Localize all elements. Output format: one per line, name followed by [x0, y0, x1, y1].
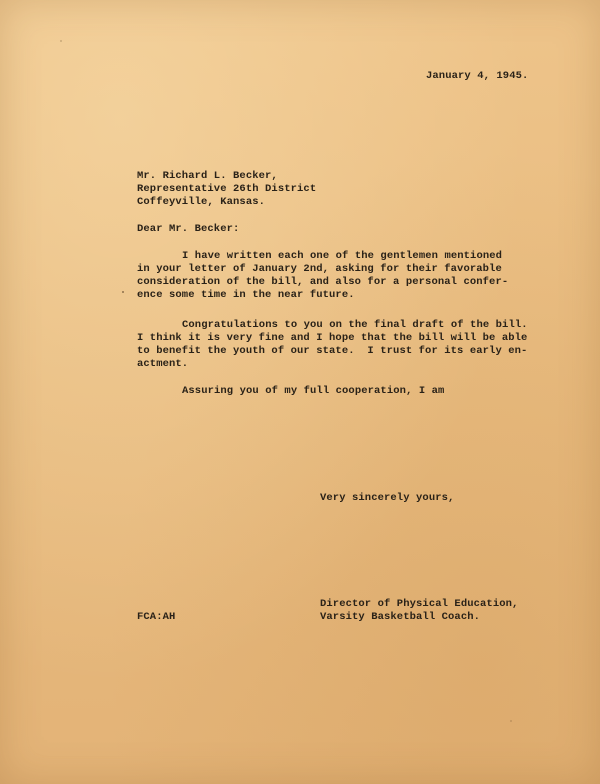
ink-speck [122, 291, 124, 293]
recipient-title: Representative 26th District [137, 183, 317, 195]
paragraph-1-line-4: ence some time in the near future. [137, 289, 355, 301]
paragraph-1-line-3: consideration of the bill, and also for a personal confer- [137, 276, 509, 288]
letter-date: January 4, 1945. [426, 70, 529, 82]
paragraph-2-line-4: actment. [137, 358, 189, 370]
recipient-city: Coffeyville, Kansas. [137, 196, 266, 208]
paragraph-2-line-2: I think it is very fine and I hope that the bill will be able [137, 332, 528, 344]
reference-initials: FCA:AH [137, 611, 176, 623]
paragraph-1-line-2: in your letter of January 2nd, asking for their favorable [137, 263, 502, 275]
signature-title-2: Varsity Basketball Coach. [320, 611, 481, 623]
signature-title-1: Director of Physical Education, [320, 598, 519, 610]
paper-speck [510, 720, 512, 722]
paragraph-2-line-1: Congratulations to you on the final draft of the bill. [182, 319, 528, 331]
paragraph-3: Assuring you of my full cooperation, I am [182, 385, 445, 397]
closing: Very sincerely yours, [320, 492, 455, 504]
paragraph-2-line-3: to benefit the youth of our state. I trust for its early en- [137, 345, 528, 357]
paper-speck [60, 40, 62, 42]
paragraph-1-line-1: I have written each one of the gentlemen mentioned [182, 250, 503, 262]
recipient-name: Mr. Richard L. Becker, [137, 170, 278, 182]
salutation: Dear Mr. Becker: [137, 223, 240, 235]
